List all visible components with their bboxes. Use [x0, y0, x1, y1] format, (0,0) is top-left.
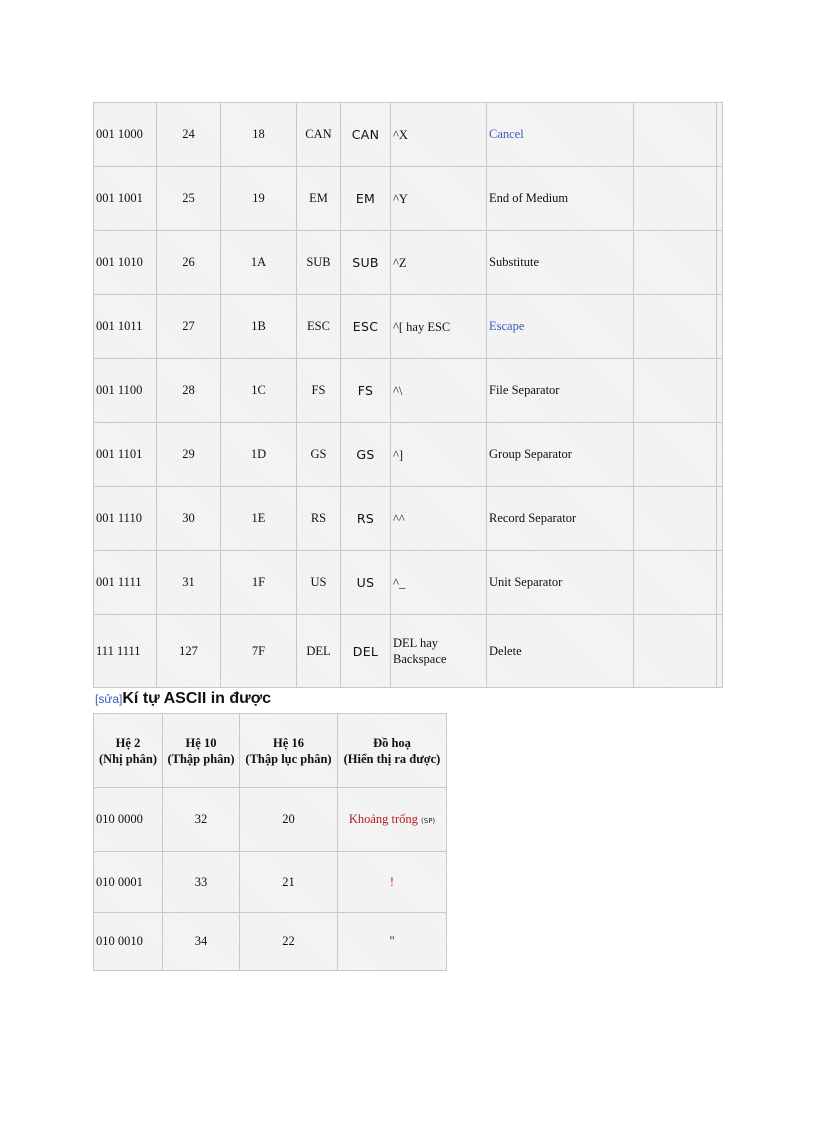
graphic-cell [338, 852, 447, 913]
symbol-cell: GS [341, 423, 391, 487]
name-link[interactable]: Escape [489, 319, 525, 333]
table-row [94, 852, 447, 913]
empty-cell [634, 423, 717, 487]
symbol-cell: SUB [341, 231, 391, 295]
table-row [94, 167, 723, 231]
symbol-cell: ESC [341, 295, 391, 359]
section-heading [95, 690, 271, 708]
symbol-cell: FS [341, 359, 391, 423]
abbreviation-cell: CAN [297, 103, 341, 167]
empty-cell [634, 231, 717, 295]
abbreviation-cell: DEL [297, 615, 341, 688]
hex-cell: 1C [221, 359, 297, 423]
keystroke-cell: ^Z [391, 231, 487, 295]
keystroke-cell: ^Y [391, 167, 487, 231]
decimal-cell: 32 [163, 788, 240, 852]
keystroke-cell: ^] [391, 423, 487, 487]
control-characters-table [93, 102, 723, 688]
decimal-cell: 127 [157, 615, 221, 688]
table-row [94, 913, 447, 971]
empty-cell [634, 359, 717, 423]
table-row [94, 423, 723, 487]
decimal-cell: 24 [157, 103, 221, 167]
keystroke-cell: ^[ hay ESC [391, 295, 487, 359]
empty-cell [634, 167, 717, 231]
empty-cell [717, 359, 723, 423]
hex-cell: 1F [221, 551, 297, 615]
empty-cell [717, 487, 723, 551]
edit-section-link[interactable]: [sửa] [95, 692, 123, 706]
binary-cell: 001 1011 [94, 295, 157, 359]
keystroke-cell: ^^ [391, 487, 487, 551]
name-cell: Delete [487, 615, 634, 688]
table-row [94, 359, 723, 423]
binary-cell: 010 0001 [94, 852, 163, 913]
glyph-text: ! [389, 874, 395, 889]
empty-cell [717, 103, 723, 167]
empty-cell [634, 295, 717, 359]
decimal-cell: 25 [157, 167, 221, 231]
printable-characters-table [93, 713, 447, 971]
hex-cell: 7F [221, 615, 297, 688]
abbreviation-cell: SUB [297, 231, 341, 295]
name-cell: End of Medium [487, 167, 634, 231]
table-row [94, 231, 723, 295]
symbol-cell: CAN [341, 103, 391, 167]
abbreviation-cell: EM [297, 167, 341, 231]
decimal-cell: 26 [157, 231, 221, 295]
decimal-cell: 34 [163, 913, 240, 971]
binary-cell: 010 0010 [94, 913, 163, 971]
decimal-cell: 28 [157, 359, 221, 423]
binary-cell: 001 1000 [94, 103, 157, 167]
header-binary: Hệ 2 (Nhị phân) [94, 714, 163, 788]
name-cell: Substitute [487, 231, 634, 295]
empty-cell [634, 103, 717, 167]
header-graphic: Đồ hoạ (Hiển thị ra được) [338, 714, 447, 788]
keystroke-cell: ^X [391, 103, 487, 167]
hex-cell: 19 [221, 167, 297, 231]
glyph-text: Khoảng trống [348, 812, 418, 826]
name-cell [487, 103, 634, 167]
decimal-cell: 33 [163, 852, 240, 913]
name-link[interactable]: Cancel [489, 127, 524, 141]
hex-cell: 20 [240, 788, 338, 852]
binary-cell: 001 1010 [94, 231, 157, 295]
name-cell: Group Separator [487, 423, 634, 487]
empty-cell [717, 295, 723, 359]
empty-cell [717, 615, 723, 688]
table-row [94, 103, 723, 167]
table-row [94, 295, 723, 359]
glyph-text: " [389, 934, 395, 948]
name-cell [487, 295, 634, 359]
table-row [94, 487, 723, 551]
abbreviation-cell: RS [297, 487, 341, 551]
empty-cell [634, 615, 717, 688]
empty-cell [717, 167, 723, 231]
keystroke-cell: ^_ [391, 551, 487, 615]
keystroke-cell: DEL hay Backspace [391, 615, 487, 688]
table-row [94, 615, 723, 688]
keystroke-cell: ^\ [391, 359, 487, 423]
name-cell: File Separator [487, 359, 634, 423]
header-hexadecimal: Hệ 16 (Thập lục phân) [240, 714, 338, 788]
empty-cell [717, 423, 723, 487]
empty-cell [634, 487, 717, 551]
abbreviation-cell: GS [297, 423, 341, 487]
abbreviation-cell: ESC [297, 295, 341, 359]
decimal-cell: 29 [157, 423, 221, 487]
section-title: Kí tự ASCII in được [122, 690, 271, 707]
decimal-cell: 27 [157, 295, 221, 359]
header-decimal: Hệ 10 (Thập phân) [163, 714, 240, 788]
binary-cell: 001 1100 [94, 359, 157, 423]
hex-cell: 18 [221, 103, 297, 167]
glyph-symbol: (SP) [421, 817, 436, 825]
graphic-cell [338, 913, 447, 971]
abbreviation-cell: FS [297, 359, 341, 423]
binary-cell: 111 1111 [94, 615, 157, 688]
table-row [94, 551, 723, 615]
symbol-cell: RS [341, 487, 391, 551]
graphic-cell [338, 788, 447, 852]
symbol-cell: EM [341, 167, 391, 231]
decimal-cell: 31 [157, 551, 221, 615]
empty-cell [717, 551, 723, 615]
binary-cell: 001 1001 [94, 167, 157, 231]
hex-cell: 1E [221, 487, 297, 551]
hex-cell: 22 [240, 913, 338, 971]
name-cell: Unit Separator [487, 551, 634, 615]
binary-cell: 001 1111 [94, 551, 157, 615]
hex-cell: 1B [221, 295, 297, 359]
hex-cell: 1A [221, 231, 297, 295]
name-cell: Record Separator [487, 487, 634, 551]
decimal-cell: 30 [157, 487, 221, 551]
symbol-cell: DEL [341, 615, 391, 688]
binary-cell: 001 1101 [94, 423, 157, 487]
hex-cell: 21 [240, 852, 338, 913]
empty-cell [634, 551, 717, 615]
binary-cell: 010 0000 [94, 788, 163, 852]
table-row [94, 788, 447, 852]
empty-cell [717, 231, 723, 295]
abbreviation-cell: US [297, 551, 341, 615]
hex-cell: 1D [221, 423, 297, 487]
symbol-cell: US [341, 551, 391, 615]
table-header-row [94, 714, 447, 788]
binary-cell: 001 1110 [94, 487, 157, 551]
